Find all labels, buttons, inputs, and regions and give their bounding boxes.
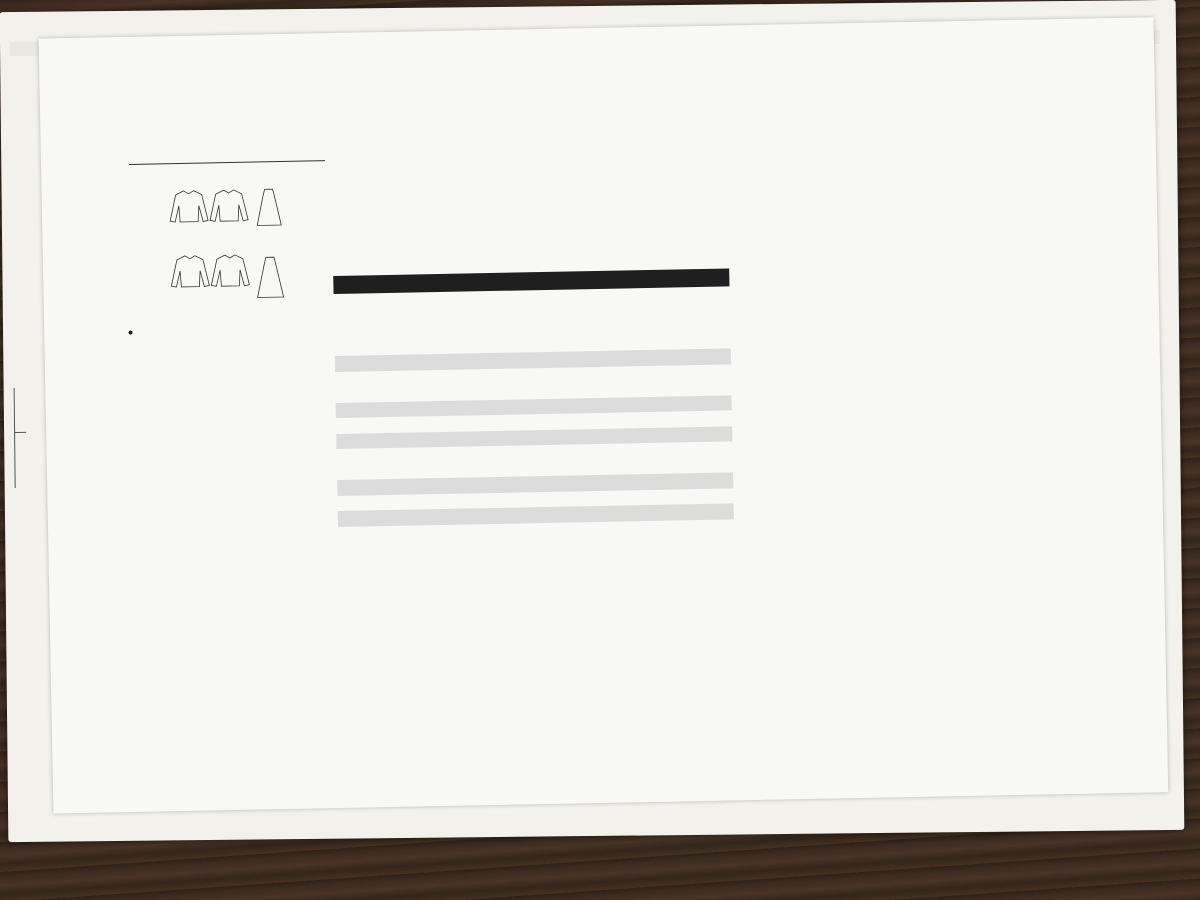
table-cell <box>401 393 434 394</box>
table-cell <box>401 377 434 378</box>
table-cell <box>437 532 470 533</box>
table-cell <box>503 530 536 531</box>
table-cell <box>631 326 664 327</box>
table-cell <box>531 281 564 282</box>
table-cell <box>466 330 499 331</box>
table-cell <box>632 388 665 389</box>
table-cell <box>501 422 534 423</box>
table-cell <box>634 450 667 451</box>
list-item <box>128 321 338 325</box>
table-cell <box>433 315 466 316</box>
yardage-table-english <box>333 268 735 611</box>
table-cell <box>570 568 603 569</box>
row-label <box>339 587 405 588</box>
whats-different-title <box>128 321 338 325</box>
table-cell <box>631 295 664 296</box>
table-cell <box>663 278 696 279</box>
table-cell <box>533 375 566 376</box>
table-cell <box>504 584 537 585</box>
list-item <box>128 321 338 325</box>
table-cell <box>403 470 436 471</box>
list-item <box>128 321 338 325</box>
table-cell <box>434 392 467 393</box>
table-cell <box>570 583 603 584</box>
table-cell <box>400 315 433 316</box>
table-cell <box>500 375 533 376</box>
table-cell <box>598 327 631 328</box>
table-cell <box>471 585 504 586</box>
skirt-back-sketch <box>257 257 284 297</box>
title-rule <box>129 160 325 165</box>
table-cell <box>438 586 471 587</box>
table-cell <box>601 451 634 452</box>
blouse-front-a-sketch <box>170 190 209 222</box>
table-cell <box>701 496 734 497</box>
table-cell <box>634 466 667 467</box>
table-cell <box>664 295 697 296</box>
table-cell <box>666 419 699 420</box>
table-cell <box>469 469 502 470</box>
table-cell <box>701 527 734 528</box>
list-item <box>128 321 338 325</box>
table-cell <box>535 452 568 453</box>
table-cell <box>599 374 632 375</box>
table-cell <box>467 392 500 393</box>
table-cell <box>470 500 503 501</box>
table-cell <box>565 297 598 298</box>
table-cell <box>567 421 600 422</box>
table-cell <box>532 328 565 329</box>
table-cell <box>602 529 635 530</box>
table-cell <box>602 498 635 499</box>
table-cell <box>669 566 702 567</box>
table-cell <box>436 454 469 455</box>
table-cell <box>433 330 466 331</box>
table-cell <box>664 326 697 327</box>
row-label <box>336 424 402 425</box>
table-cell <box>532 313 565 314</box>
table-cell <box>697 310 730 311</box>
whats-different-section <box>128 321 338 325</box>
description-french <box>730 104 1108 111</box>
table-cell <box>471 570 504 571</box>
table-cell <box>503 499 536 500</box>
table-cell <box>697 325 730 326</box>
table-cell <box>631 311 664 312</box>
row-label <box>334 301 400 302</box>
blouse-back-a-sketch <box>171 255 210 287</box>
table-cell <box>600 420 633 421</box>
table-cell <box>696 277 729 278</box>
table-cell <box>534 421 567 422</box>
table-cell <box>404 532 437 533</box>
table-cell <box>636 582 669 583</box>
table-cell <box>598 296 631 297</box>
table-cell <box>669 597 702 598</box>
table-cell <box>468 423 501 424</box>
table-cell <box>400 331 433 332</box>
table-cell <box>498 281 531 282</box>
table-cell <box>436 470 469 471</box>
table-cell <box>697 294 730 295</box>
table-cell <box>499 329 532 330</box>
list-item <box>128 321 338 325</box>
row-label <box>338 533 404 534</box>
table-cell <box>467 376 500 377</box>
table-cell <box>499 298 532 299</box>
table-cell <box>698 372 731 373</box>
row-label <box>339 571 405 572</box>
table-cell <box>537 568 570 569</box>
table-cell <box>569 498 602 499</box>
envelope-crease <box>14 388 16 488</box>
table-cell <box>537 584 570 585</box>
table-cell <box>630 279 663 280</box>
table-cell <box>603 598 636 599</box>
table-cell <box>438 570 471 571</box>
table-cell <box>633 419 666 420</box>
row-label <box>337 471 403 472</box>
table-cell <box>635 497 668 498</box>
table-cell <box>399 283 432 284</box>
table-cell <box>603 583 636 584</box>
table-cell <box>404 501 437 502</box>
table-cell <box>405 602 438 603</box>
table-cell <box>598 312 631 313</box>
garment-sketches <box>161 169 294 316</box>
table-cell <box>405 586 438 587</box>
table-cell <box>702 565 735 566</box>
table-cell <box>636 597 669 598</box>
table-cell <box>566 390 599 391</box>
table-cell <box>403 455 436 456</box>
row-label <box>333 284 399 285</box>
table-cell <box>565 312 598 313</box>
table-cell <box>568 452 601 453</box>
table-cell <box>597 279 630 280</box>
row-label <box>334 316 400 317</box>
table-cell <box>569 529 602 530</box>
table-cell <box>702 581 735 582</box>
table-cell <box>570 599 603 600</box>
whats-different-list <box>128 321 338 325</box>
row-label <box>334 332 400 333</box>
envelope-crease-tick <box>14 432 26 433</box>
table-cell <box>469 454 502 455</box>
table-cell <box>502 453 535 454</box>
table-cell <box>565 328 598 329</box>
table-cell <box>499 313 532 314</box>
table-cell <box>667 465 700 466</box>
table-cell <box>466 314 499 315</box>
table-cell <box>532 297 565 298</box>
table-cell <box>470 531 503 532</box>
table-cell <box>465 282 498 283</box>
skirt-front-sketch <box>257 189 282 225</box>
table-cell <box>402 424 435 425</box>
pattern-back-sheet <box>39 17 1169 813</box>
row-label <box>340 602 406 603</box>
table-cell <box>667 450 700 451</box>
table-cell <box>564 280 597 281</box>
table-cell <box>535 468 568 469</box>
table-cell <box>599 389 632 390</box>
table-cell <box>433 299 466 300</box>
table-cell <box>635 528 668 529</box>
une-formule-title <box>128 321 338 325</box>
blouse-front-b-sketch <box>210 190 249 222</box>
description-english <box>336 114 724 121</box>
table-cell <box>636 566 669 567</box>
table-cell <box>603 567 636 568</box>
list-item <box>128 321 338 325</box>
table-cell <box>504 569 537 570</box>
yardage-table-french <box>733 261 1113 268</box>
table-cell <box>432 283 465 284</box>
list-item <box>128 321 338 325</box>
table-cell <box>536 530 569 531</box>
table-cell <box>698 387 731 388</box>
une-formule-list <box>128 321 338 325</box>
table-cell <box>533 390 566 391</box>
table-cell <box>434 377 467 378</box>
table-cell <box>438 601 471 602</box>
table-cell <box>700 465 733 466</box>
row-label <box>335 378 401 379</box>
table-cell <box>664 310 697 311</box>
table-cell <box>537 599 570 600</box>
table-cell <box>566 374 599 375</box>
row-label <box>337 455 403 456</box>
table-cell <box>668 496 701 497</box>
table-cell <box>437 501 470 502</box>
table-cell <box>405 571 438 572</box>
table-cell <box>400 300 433 301</box>
table-cell <box>504 600 537 601</box>
table-cell <box>669 581 702 582</box>
une-formule-section <box>128 321 338 325</box>
table-cell <box>665 388 698 389</box>
row-label <box>335 394 401 395</box>
feature-lists <box>128 311 338 325</box>
table-cell <box>471 601 504 602</box>
table-cell <box>502 468 535 469</box>
table-cell <box>702 596 735 597</box>
row-label <box>338 502 404 503</box>
table-cell <box>435 423 468 424</box>
table-cell <box>632 373 665 374</box>
table-cell <box>700 449 733 450</box>
table-cell <box>665 372 698 373</box>
table-cell <box>601 467 634 468</box>
list-item <box>128 321 338 325</box>
table-cell <box>699 418 732 419</box>
table-cell <box>466 299 499 300</box>
table-cell <box>668 527 701 528</box>
table-cell <box>536 499 569 500</box>
table-cell <box>568 467 601 468</box>
blouse-back-b-sketch <box>211 255 250 287</box>
table-cell <box>500 391 533 392</box>
